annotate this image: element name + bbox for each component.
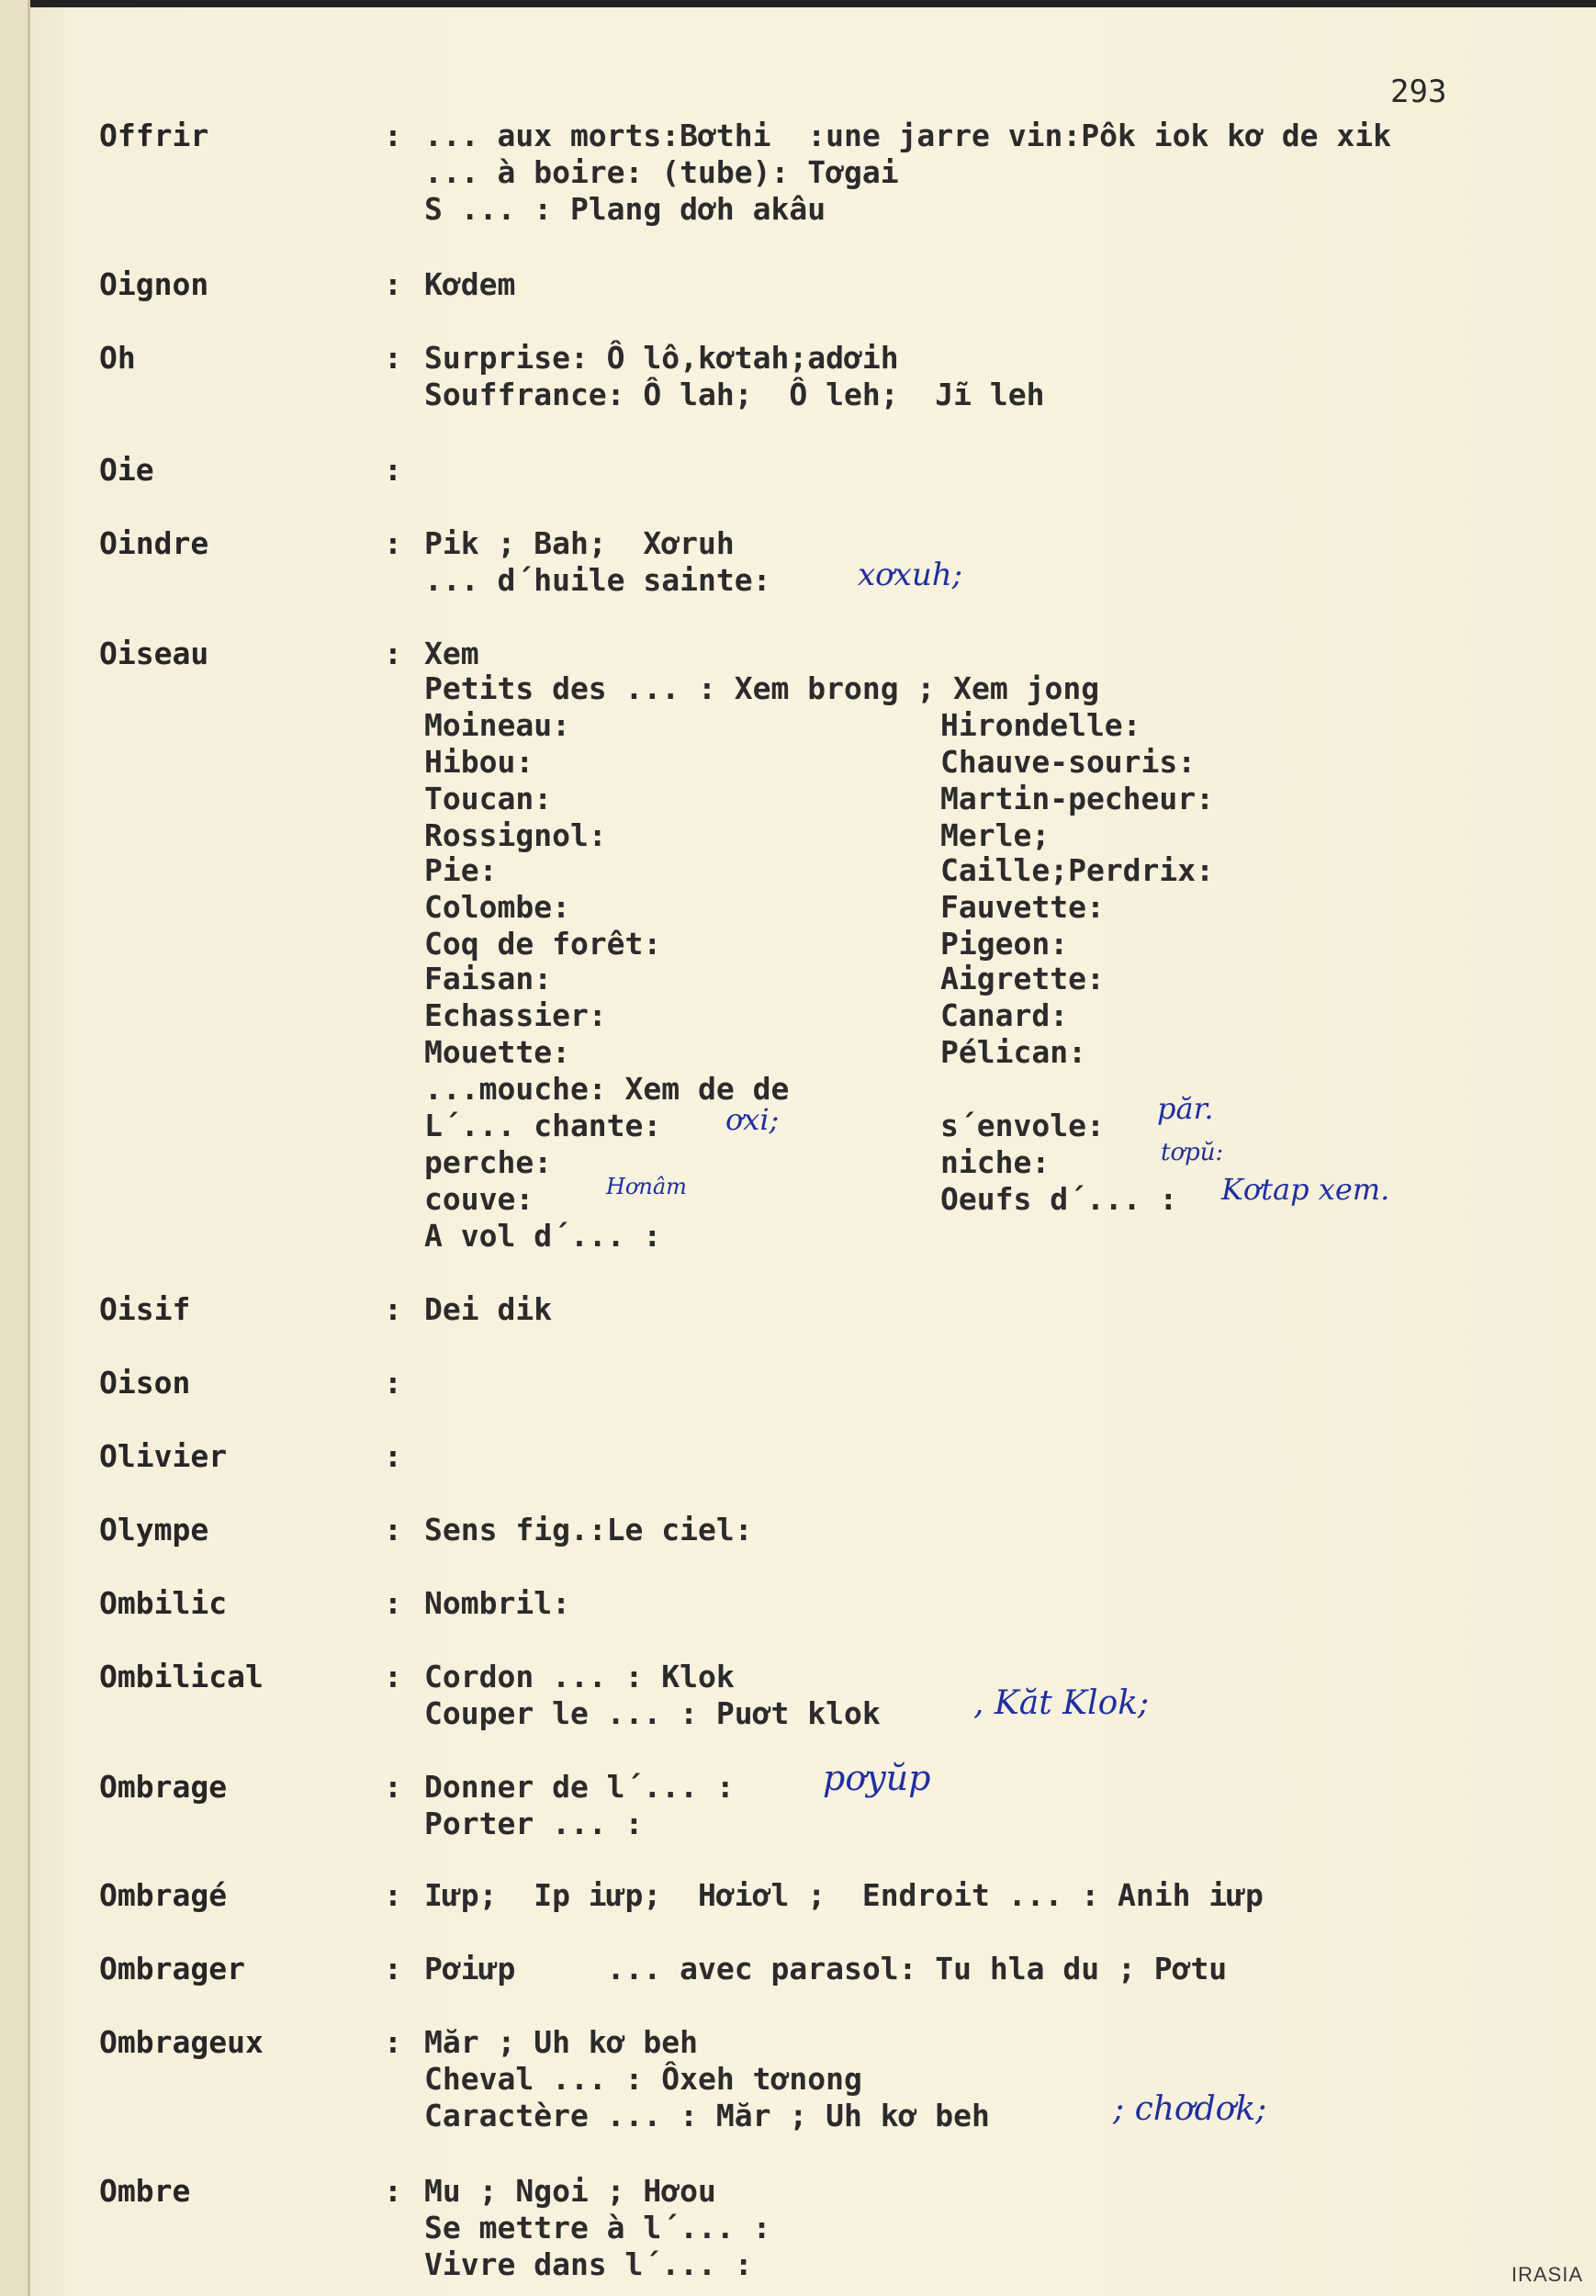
bird-right: Canard: xyxy=(940,997,1069,1033)
entry-olympe: Olympe xyxy=(99,1512,209,1548)
olympe-line-1: Sens fig.:Le ciel: xyxy=(424,1512,753,1548)
entry-ombilical: Ombilical xyxy=(99,1659,264,1694)
separator: : xyxy=(384,1365,402,1401)
oiseau-line-1: Xem xyxy=(424,636,479,671)
ombre-line-1: Mu ; Ngoi ; Hơou xyxy=(424,2173,716,2209)
bird-right: Caille;Perdrix: xyxy=(940,852,1215,888)
handwritten-note: Hơnâm xyxy=(606,1174,687,1199)
oindre-line-1: Pik ; Bah; Xơruh xyxy=(424,525,735,561)
separator: : xyxy=(384,1512,402,1548)
ombrageux-line-3: Caractère ... : Măr ; Uh kơ beh xyxy=(424,2098,990,2133)
watermark: IRASIA xyxy=(1511,2263,1583,2286)
separator: : xyxy=(384,340,402,376)
entry-ombilic: Ombilic xyxy=(99,1585,228,1621)
separator: : xyxy=(384,266,402,302)
entry-oie: Oie xyxy=(99,452,154,488)
entry-oignon: Oignon xyxy=(99,266,209,302)
oh-line-2: Souffrance: Ô lah; Ô leh; Jĩ leh xyxy=(424,377,1045,412)
bird-left: Hibou: xyxy=(424,744,534,780)
bird-left: Echassier: xyxy=(424,997,607,1033)
offrir-line-1: ... aux morts:Bơthi :une jarre vin:Pôk iok kơ de xik xyxy=(424,118,1391,153)
bird-left: Coq de forêt: xyxy=(424,926,662,962)
separator: : xyxy=(384,118,402,153)
page-number: 293 xyxy=(1390,73,1447,110)
bird-left: couve: xyxy=(424,1181,534,1217)
ombre-line-3: Vivre dans l´... : xyxy=(424,2246,753,2282)
separator: : xyxy=(384,2024,402,2060)
left-book-edge xyxy=(0,0,28,2296)
separator: : xyxy=(384,1951,402,1986)
entry-oh: Oh xyxy=(99,340,136,376)
bird-left: ...mouche: Xem de de xyxy=(424,1071,790,1107)
handwritten-note: , Kăt Klok; xyxy=(973,1684,1150,1722)
oignon-line-1: Kơdem xyxy=(424,266,516,302)
entry-oisif: Oisif xyxy=(99,1291,191,1327)
handwritten-note: ơxi; xyxy=(725,1102,780,1137)
separator: : xyxy=(384,452,402,488)
bird-left: Pie: xyxy=(424,852,498,888)
entry-olivier: Olivier xyxy=(99,1438,228,1474)
bird-right: Pigeon: xyxy=(940,926,1069,962)
bird-right: Aigrette: xyxy=(940,961,1105,996)
ombrage-line-2: Porter ... : xyxy=(424,1806,644,1841)
bird-right: s´envole: xyxy=(940,1108,1105,1143)
separator: : xyxy=(384,1877,402,1913)
separator: : xyxy=(384,1659,402,1694)
handwritten-note: Kơtap xem. xyxy=(1221,1172,1390,1207)
entry-ombrageux: Ombrageux xyxy=(99,2024,264,2060)
bird-right: niche: xyxy=(940,1144,1051,1180)
entry-oindre: Oindre xyxy=(99,525,209,561)
separator: : xyxy=(384,1291,402,1327)
oindre-line-2: ... d´huile sainte: xyxy=(424,562,771,598)
ombre-line-2: Se mettre à l´... : xyxy=(424,2210,771,2245)
bird-left: Moineau: xyxy=(424,707,570,743)
top-scan-edge xyxy=(30,0,1596,7)
bird-right: Chauve-souris: xyxy=(940,744,1197,780)
ombrage-adj-line-1: Iưp; Ip iưp; Hơiơl ; Endroit ... : Anih iưp xyxy=(424,1877,1264,1913)
entry-ombrage: Ombrage xyxy=(99,1769,228,1805)
ombrager-line-1: Pơiưp ... avec parasol: Tu hla du ; Pơtu xyxy=(424,1951,1228,1986)
ombrageux-line-1: Măr ; Uh kơ beh xyxy=(424,2024,699,2060)
separator: : xyxy=(384,525,402,561)
bird-left: Colombe: xyxy=(424,889,570,925)
offrir-line-2: ... à boire: (tube): Tơgai xyxy=(424,154,899,190)
bird-left: Rossignol: xyxy=(424,817,607,853)
bird-left: perche: xyxy=(424,1144,553,1180)
handwritten-note: xơxuh; xyxy=(858,557,963,593)
entry-offrir: Offrir xyxy=(99,118,209,153)
ombilical-line-2: Couper le ... : Puơt klok xyxy=(424,1695,881,1731)
separator: : xyxy=(384,1585,402,1621)
bird-right: Fauvette: xyxy=(940,889,1105,925)
handwritten-note: pơyŭp xyxy=(823,1758,931,1798)
bird-left: A vol d´... : xyxy=(424,1218,662,1254)
separator: : xyxy=(384,2173,402,2209)
entry-ombrage-adj: Ombragé xyxy=(99,1877,228,1913)
bird-right: Martin-pecheur: xyxy=(940,781,1215,816)
bird-right: Oeufs d´... : xyxy=(940,1181,1178,1217)
separator: : xyxy=(384,636,402,671)
entry-ombrager: Ombrager xyxy=(99,1951,245,1986)
bird-left: L´... chante: xyxy=(424,1108,662,1143)
ombrage-line-1: Donner de l´... : xyxy=(424,1769,735,1805)
entry-ombre: Ombre xyxy=(99,2173,191,2209)
bird-right: Pélican: xyxy=(940,1034,1086,1070)
oiseau-line-2: Petits des ... : Xem brong ; Xem jong xyxy=(424,670,1100,706)
ombilical-line-1: Cordon ... : Klok xyxy=(424,1659,735,1694)
separator: : xyxy=(384,1769,402,1805)
handwritten-note: ; chơdơk; xyxy=(1113,2090,1267,2128)
handwritten-note: păr. xyxy=(1157,1091,1214,1126)
entry-oiseau: Oiseau xyxy=(99,636,209,671)
handwritten-note: tơpŭ: xyxy=(1161,1139,1224,1166)
bird-left: Faisan: xyxy=(424,961,553,996)
ombrageux-line-2: Cheval ... : Ôxeh tơnong xyxy=(424,2061,862,2097)
bird-left: Mouette: xyxy=(424,1034,570,1070)
oisif-line-1: Dei dik xyxy=(424,1291,553,1327)
bird-left: Toucan: xyxy=(424,781,553,816)
ombilic-line-1: Nombril: xyxy=(424,1585,570,1621)
entry-oison: Oison xyxy=(99,1365,191,1401)
oh-line-1: Surprise: Ô lô,kơtah;adơih xyxy=(424,340,899,376)
bird-right: Merle; xyxy=(940,817,1051,853)
separator: : xyxy=(384,1438,402,1474)
offrir-line-3: S ... : Plang dơh akâu xyxy=(424,191,826,227)
bird-right: Hirondelle: xyxy=(940,707,1141,743)
